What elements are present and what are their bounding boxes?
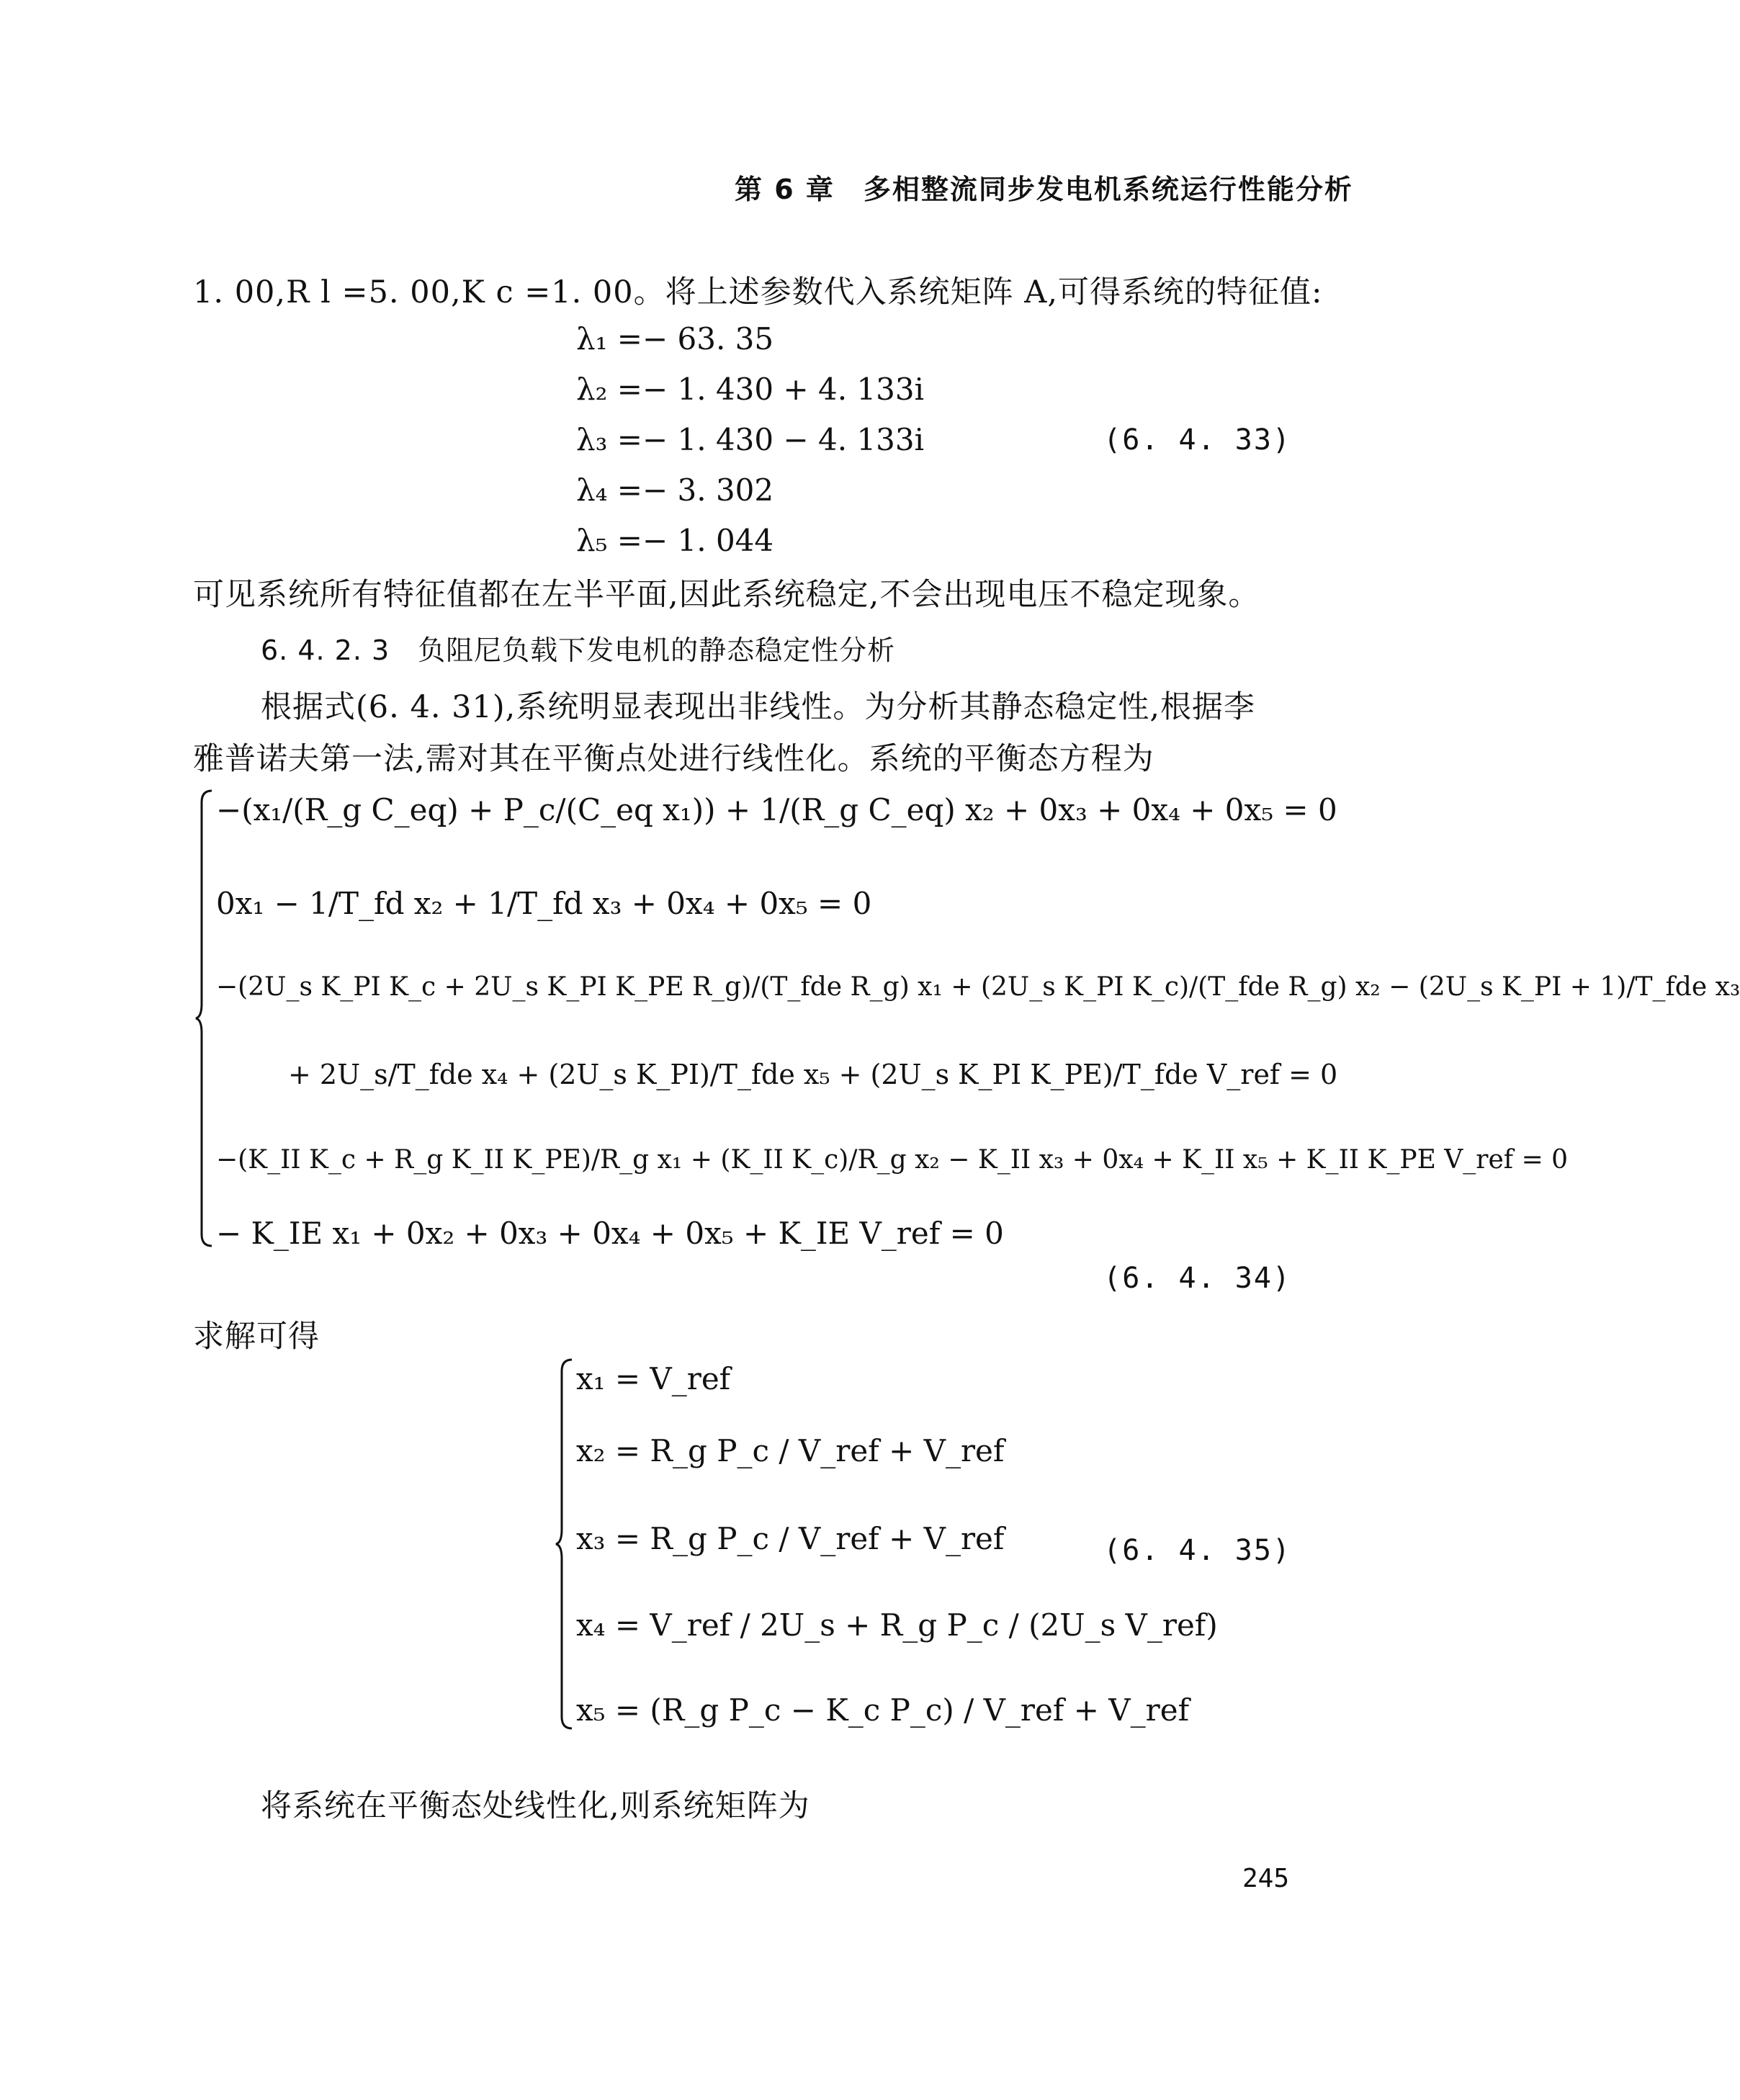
intro-line: 1. 00,R l =5. 00,K c =1. 00。将上述参数代入系统矩阵 A,可得系统的特征值: (193, 274, 1323, 310)
solution-x4: x₄ = V_ref / 2U_s + R_g P_c / (2U_s V_ref) (576, 1607, 1218, 1643)
equilibrium-equation-5: −(K_II K_c + R_g K_II K_PE)/R_g x₁ + (K_II K_c)/R_g x₂ − K_II x₃ + 0x₄ + K_II x₅ + K_II K_PE V_ref = 0 (216, 1145, 1569, 1175)
solution-x2: x₂ = R_g P_c / V_ref + V_ref (576, 1433, 1005, 1468)
eigenvalue-4: λ₄ =− 3. 302 (576, 472, 774, 508)
eigenvalue-3: λ₃ =− 1. 430 − 4. 133i (576, 422, 925, 457)
solution-x3: x₃ = R_g P_c / V_ref + V_ref (576, 1521, 1005, 1556)
paragraph-line-1: 根据式(6. 4. 31),系统明显表现出非线性。为分析其静态稳定性,根据李 (261, 689, 1255, 725)
equilibrium-equation-2: 0x₁ − 1/T_fd x₂ + 1/T_fd x₃ + 0x₄ + 0x₅ = 0 (216, 886, 872, 921)
running-header: 第 6 章 多相整流同步发电机系统运行性能分析 (735, 174, 1353, 205)
eigenvalue-5: λ₅ =− 1. 044 (576, 523, 774, 558)
eigenvalue-2: λ₂ =− 1. 430 + 4. 133i (576, 372, 925, 407)
equation-number-6-4-34: (6. 4. 34) (1103, 1262, 1291, 1295)
section-heading-6-4-2-3: 6. 4. 2. 3 负阻尼负载下发电机的静态稳定性分析 (261, 634, 896, 666)
equilibrium-equation-4: + 2U_s/T_fde x₄ + (2U_s K_PI)/T_fde x₅ + (2U_s K_PI K_PE)/T_fde V_ref = 0 (288, 1059, 1338, 1090)
equilibrium-equation-6: − K_IE x₁ + 0x₂ + 0x₃ + 0x₄ + 0x₅ + K_IE V_ref = 0 (216, 1216, 1004, 1251)
solve-text: 求解可得 (193, 1319, 320, 1355)
linearize-text: 将系统在平衡态处线性化,则系统矩阵为 (261, 1788, 810, 1824)
stability-conclusion: 可见系统所有特征值都在左半平面,因此系统稳定,不会出现电压不稳定现象。 (193, 577, 1260, 613)
page-number: 245 (1242, 1864, 1290, 1893)
equilibrium-equation-1: −(x₁/(R_g C_eq) + P_c/(C_eq x₁)) + 1/(R_g C_eq) x₂ + 0x₃ + 0x₄ + 0x₅ = 0 (216, 792, 1337, 827)
equilibrium-equation-3: −(2U_s K_PI K_c + 2U_s K_PI K_PE R_g)/(T_fde R_g) x₁ + (2U_s K_PI K_c)/(T_fde R_g) x₂ − (2U_s K_PI + 1)/T_fde x₃ (216, 972, 1740, 1002)
eigenvalue-1: λ₁ =− 63. 35 (576, 321, 774, 356)
paragraph-line-2: 雅普诺夫第一法,需对其在平衡点处进行线性化。系统的平衡态方程为 (193, 741, 1154, 777)
equation-number-6-4-33: (6. 4. 33) (1103, 423, 1291, 457)
solution-x1: x₁ = V_ref (576, 1361, 731, 1396)
solution-x5: x₅ = (R_g P_c − K_c P_c) / V_ref + V_ref (576, 1692, 1190, 1728)
system-brace-635 (555, 1357, 576, 1731)
equation-number-6-4-35: (6. 4. 35) (1103, 1534, 1291, 1567)
system-brace-634 (194, 788, 216, 1249)
